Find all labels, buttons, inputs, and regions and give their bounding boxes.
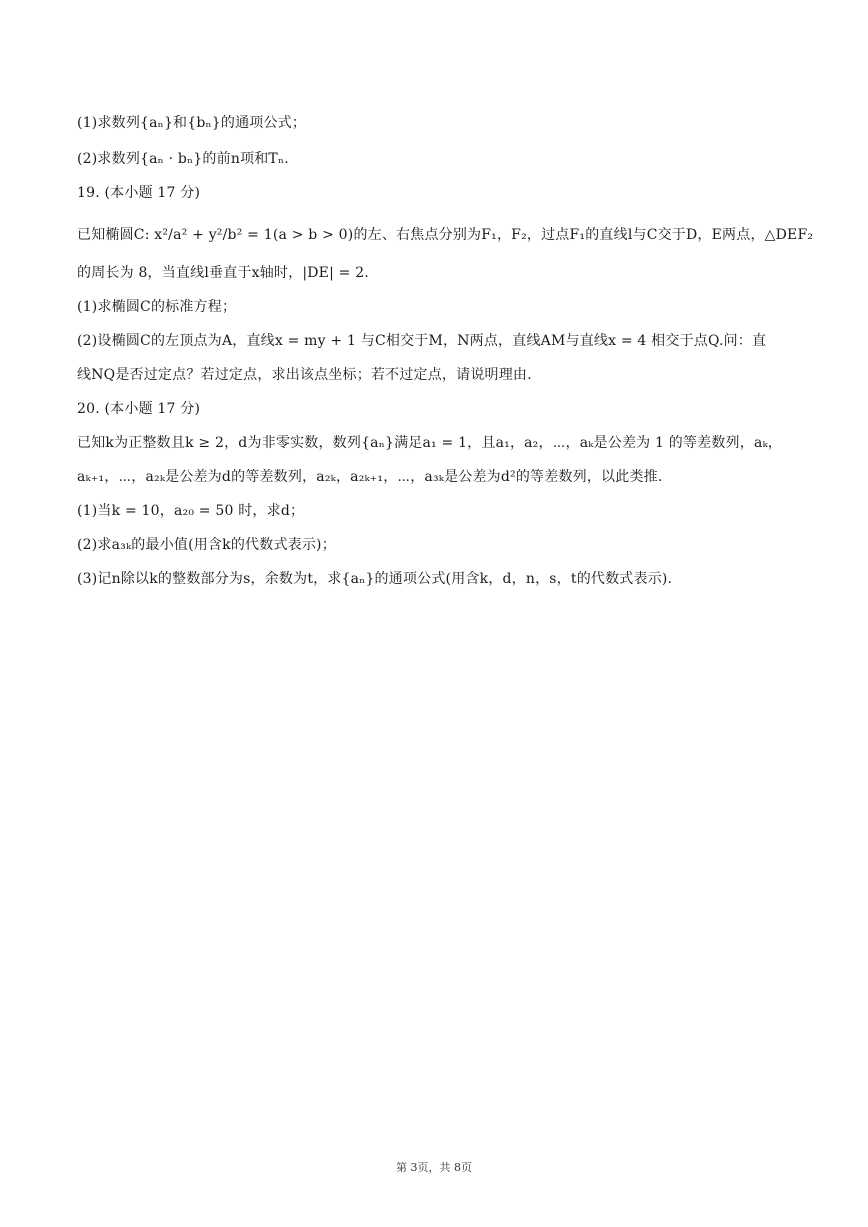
question-19-part-2-line-1: (2)设椭圆C的左顶点为A，直线x = my + 1 与C相交于M，N两点，直线AM与直线x = 4 相交于点Q.问：直: [77, 333, 767, 349]
question-20-part-3: (3)记n除以k的整数部分为s，余数为t，求{aₙ}的通项公式(用含k，d，n，s，t的代数式表示).: [77, 571, 673, 587]
question-20-stem-line-2: aₖ₊₁，⋯，a₂ₖ是公差为d的等差数列，a₂ₖ，a₂ₖ₊₁，⋯，a₃ₖ是公差为d²的等差数列，以此类推.: [77, 469, 663, 485]
question-20-heading: 20. (本小题 17 分): [77, 401, 201, 417]
question-20-part-2: (2)求a₃ₖ的最小值(用含k的代数式表示)；: [77, 537, 336, 553]
question-20-stem-line-1: 已知k为正整数且k ≥ 2，d为非零实数，数列{aₙ}满足a₁ = 1，且a₁，a₂，⋯，aₖ是公差为 1 的等差数列，aₖ，: [77, 435, 783, 451]
question-18-part-1: (1)求数列{aₙ}和{bₙ}的通项公式；: [77, 115, 307, 131]
question-19-stem-line-1: 已知椭圆C: x²/a² + y²/b² = 1(a > b > 0)的左、右焦点分别为F₁，F₂，过点F₁的直线l与C交于D，E两点，△DEF₂: [77, 227, 814, 243]
page-number-footer: 第 3页，共 8页: [396, 1161, 472, 1174]
question-19-heading: 19. (本小题 17 分): [77, 185, 201, 201]
question-19-part-2-line-2: 线NQ是否过定点？若过定点，求出该点坐标；若不过定点，请说明理由.: [77, 367, 532, 383]
question-19-stem-line-2: 的周长为 8，当直线l垂直于x轴时，|DE| = 2.: [77, 265, 369, 281]
question-19-part-1: (1)求椭圆C的标准方程；: [77, 299, 237, 315]
question-18-part-2: (2)求数列{aₙ · bₙ}的前n项和Tₙ.: [77, 151, 289, 167]
question-20-part-1: (1)当k = 10，a₂₀ = 50 时，求d；: [77, 503, 305, 519]
